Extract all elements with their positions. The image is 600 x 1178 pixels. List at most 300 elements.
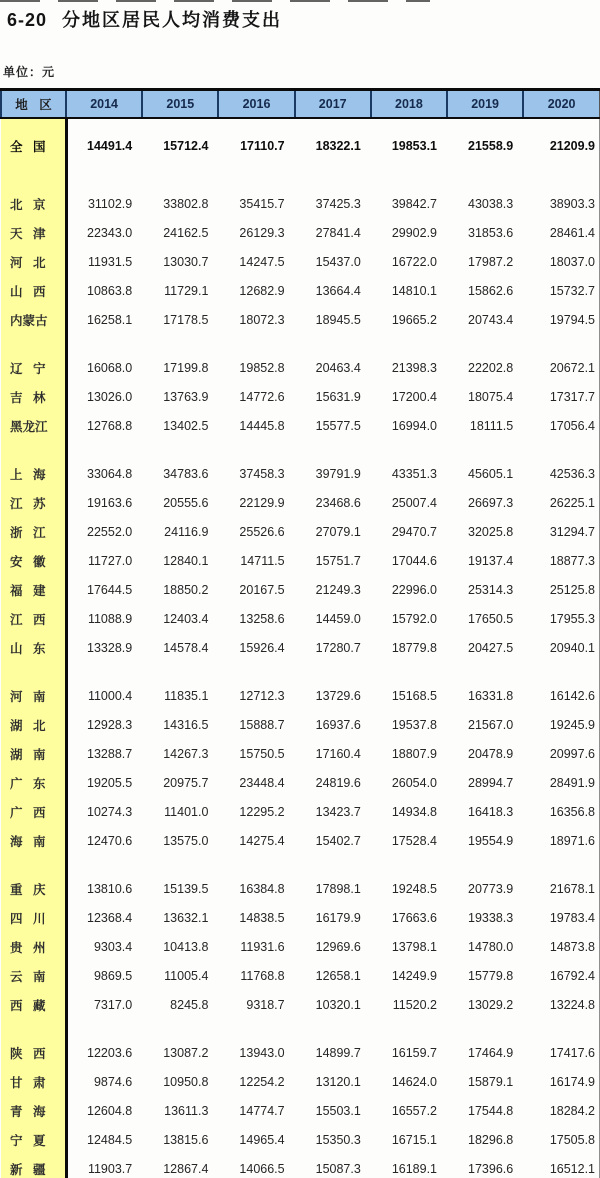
value-cell: 14772.6 xyxy=(239,389,285,404)
table-row xyxy=(1,488,600,517)
value-cell: 13798.1 xyxy=(391,939,438,954)
value-cell: 18322.1 xyxy=(315,138,361,153)
value-cell: 13030.7 xyxy=(163,254,209,269)
table-row xyxy=(1,305,600,334)
region-column-fill xyxy=(1,1019,66,1038)
value-cell: 12969.6 xyxy=(315,939,361,954)
unit-label: 单位：元 xyxy=(3,65,56,79)
group-spacer-row xyxy=(1,855,600,874)
group-spacer-row xyxy=(1,118,600,131)
value-cell: 33802.8 xyxy=(163,196,209,211)
table-row xyxy=(1,1067,600,1096)
table-row xyxy=(1,517,600,546)
table-row xyxy=(1,546,600,575)
value-cell: 21567.0 xyxy=(468,717,514,732)
value-cell: 39842.7 xyxy=(391,196,438,211)
value-cell: 17987.2 xyxy=(468,254,514,269)
value-cell: 12604.8 xyxy=(87,1103,133,1118)
value-cell: 43351.3 xyxy=(391,466,438,481)
value-cell: 20463.4 xyxy=(315,360,361,375)
value-cell: 11520.2 xyxy=(392,997,438,1012)
region-column-fill xyxy=(1,662,66,681)
value-cell: 24162.5 xyxy=(163,225,209,240)
value-cell: 10320.1 xyxy=(315,997,361,1012)
value-cell: 14249.9 xyxy=(391,968,438,983)
value-cell: 12368.4 xyxy=(87,910,133,925)
value-cell: 15888.7 xyxy=(239,717,285,732)
value-cell: 14810.1 xyxy=(391,283,438,298)
value-cell: 9874.6 xyxy=(93,1074,133,1089)
value-cell: 25007.4 xyxy=(391,495,438,510)
value-cell: 13815.6 xyxy=(163,1132,209,1147)
value-cell: 13224.8 xyxy=(523,990,599,1019)
value-cell: 17056.4 xyxy=(523,411,599,440)
region-cell: 重 庆 xyxy=(1,874,66,903)
value-cell: 18971.6 xyxy=(523,826,599,855)
value-cell: 18111.5 xyxy=(469,418,514,433)
value-cell: 17199.8 xyxy=(163,360,209,375)
table-number: 6-20 xyxy=(7,10,48,30)
region-cell: 广 东 xyxy=(1,768,66,797)
year-column-header: 2018 xyxy=(371,90,447,119)
value-cell: 17650.5 xyxy=(468,611,514,626)
value-cell: 11727.0 xyxy=(87,553,133,568)
value-cell: 24819.6 xyxy=(315,775,361,790)
value-cell: 12254.2 xyxy=(239,1074,285,1089)
value-cell: 18037.0 xyxy=(523,247,599,276)
region-cell: 天 津 xyxy=(1,218,66,247)
value-cell: 26225.1 xyxy=(523,488,599,517)
value-cell: 32025.8 xyxy=(468,524,514,539)
region-cell: 山 东 xyxy=(1,633,66,662)
data-table xyxy=(0,88,600,1178)
spacer-cell xyxy=(66,662,600,681)
value-cell: 13258.6 xyxy=(239,611,285,626)
spacer-cell xyxy=(66,334,600,353)
region-cell: 甘 肃 xyxy=(1,1067,66,1096)
region-column-fill xyxy=(1,334,66,353)
value-cell: 20167.5 xyxy=(239,582,285,597)
region-cell: 浙 江 xyxy=(1,517,66,546)
value-cell: 13087.2 xyxy=(163,1045,209,1060)
value-cell: 22996.0 xyxy=(391,582,438,597)
value-cell: 10413.8 xyxy=(163,939,209,954)
value-cell: 11005.4 xyxy=(164,968,209,983)
value-cell: 10274.3 xyxy=(87,804,133,819)
value-cell: 17044.6 xyxy=(391,553,438,568)
spacer-cell xyxy=(66,160,600,189)
table-row xyxy=(1,353,600,382)
value-cell: 20427.5 xyxy=(468,640,514,655)
value-cell: 34783.6 xyxy=(163,466,209,481)
value-cell: 31853.6 xyxy=(468,225,514,240)
table-body xyxy=(1,118,600,1178)
value-cell: 15879.1 xyxy=(468,1074,514,1089)
value-cell: 19852.8 xyxy=(239,360,285,375)
group-spacer-row xyxy=(1,160,600,189)
region-cell: 福 建 xyxy=(1,575,66,604)
value-cell: 20478.9 xyxy=(468,746,514,761)
value-cell: 12928.3 xyxy=(87,717,133,732)
year-column-header: 2020 xyxy=(523,90,599,119)
value-cell: 17178.5 xyxy=(163,312,209,327)
value-cell: 16356.8 xyxy=(523,797,599,826)
region-cell: 江 西 xyxy=(1,604,66,633)
value-cell: 18807.9 xyxy=(391,746,438,761)
region-cell: 全 国 xyxy=(1,131,66,160)
region-cell: 河 北 xyxy=(1,247,66,276)
value-cell: 13423.7 xyxy=(315,804,361,819)
value-cell: 43038.3 xyxy=(468,196,514,211)
value-cell: 8245.8 xyxy=(170,997,209,1012)
value-cell: 13632.1 xyxy=(163,910,209,925)
value-cell: 12712.3 xyxy=(239,688,285,703)
value-cell: 18284.2 xyxy=(523,1096,599,1125)
year-column-header: 2016 xyxy=(218,90,294,119)
table-row xyxy=(1,710,600,739)
value-cell: 15402.7 xyxy=(315,833,361,848)
value-cell: 38903.3 xyxy=(523,189,599,218)
region-column-header: 地 区 xyxy=(1,90,66,119)
value-cell: 16174.9 xyxy=(523,1067,599,1096)
value-cell: 11088.9 xyxy=(87,611,133,626)
value-cell: 14267.3 xyxy=(163,746,209,761)
region-cell: 四 川 xyxy=(1,903,66,932)
table-row xyxy=(1,681,600,710)
value-cell: 14316.5 xyxy=(163,717,209,732)
region-column-fill xyxy=(1,160,66,189)
table-row xyxy=(1,990,600,1019)
value-cell: 22343.0 xyxy=(87,225,133,240)
value-cell: 16258.1 xyxy=(87,312,133,327)
value-cell: 13026.0 xyxy=(87,389,133,404)
value-cell: 13810.6 xyxy=(87,881,133,896)
value-cell: 20555.6 xyxy=(163,495,209,510)
table-row xyxy=(1,932,600,961)
page-title: 分地区居民人均消费支出 xyxy=(62,10,283,30)
value-cell: 14247.5 xyxy=(239,254,285,269)
value-cell: 13029.2 xyxy=(468,997,514,1012)
value-cell: 15792.0 xyxy=(391,611,438,626)
value-cell: 15750.5 xyxy=(239,746,285,761)
page-title-row xyxy=(0,0,600,34)
value-cell: 12768.8 xyxy=(87,418,133,433)
value-cell: 29902.9 xyxy=(391,225,438,240)
value-cell: 16179.9 xyxy=(315,910,361,925)
header-row xyxy=(1,90,600,119)
value-cell: 39791.9 xyxy=(315,466,361,481)
group-spacer-row xyxy=(1,334,600,353)
value-cell: 16722.0 xyxy=(391,254,438,269)
value-cell: 26129.3 xyxy=(239,225,285,240)
value-cell: 42536.3 xyxy=(523,459,599,488)
value-cell: 16331.8 xyxy=(468,688,514,703)
value-cell: 37458.3 xyxy=(239,466,285,481)
value-cell: 15712.4 xyxy=(163,138,209,153)
value-cell: 21209.9 xyxy=(523,131,599,160)
value-cell: 13611.3 xyxy=(164,1103,209,1118)
region-cell: 辽 宁 xyxy=(1,353,66,382)
value-cell: 17898.1 xyxy=(315,881,361,896)
value-cell: 16557.2 xyxy=(391,1103,438,1118)
region-cell: 安 徽 xyxy=(1,546,66,575)
table-row xyxy=(1,1125,600,1154)
value-cell: 13763.9 xyxy=(163,389,209,404)
value-cell: 14624.0 xyxy=(391,1074,438,1089)
table-row xyxy=(1,739,600,768)
value-cell: 19245.9 xyxy=(523,710,599,739)
value-cell: 26054.0 xyxy=(391,775,438,790)
region-cell: 广 西 xyxy=(1,797,66,826)
table-row xyxy=(1,382,600,411)
value-cell: 17544.8 xyxy=(468,1103,514,1118)
value-cell: 19554.9 xyxy=(468,833,514,848)
value-cell: 16068.0 xyxy=(87,360,133,375)
table-row xyxy=(1,131,600,160)
value-cell: 19794.5 xyxy=(523,305,599,334)
value-cell: 25314.3 xyxy=(468,582,514,597)
region-cell: 贵 州 xyxy=(1,932,66,961)
value-cell: 12682.9 xyxy=(239,283,285,298)
value-cell: 19537.8 xyxy=(391,717,438,732)
value-cell: 17280.7 xyxy=(315,640,361,655)
value-cell: 20743.4 xyxy=(468,312,514,327)
region-cell: 西 藏 xyxy=(1,990,66,1019)
value-cell: 21398.3 xyxy=(391,360,438,375)
value-cell: 29470.7 xyxy=(391,524,438,539)
value-cell: 14934.8 xyxy=(391,804,438,819)
value-cell: 17663.6 xyxy=(391,910,438,925)
value-cell: 19137.4 xyxy=(468,553,514,568)
value-cell: 19163.6 xyxy=(87,495,133,510)
value-cell: 15437.0 xyxy=(315,254,361,269)
value-cell: 12867.4 xyxy=(163,1161,209,1176)
value-cell: 12658.1 xyxy=(315,968,361,983)
table-row xyxy=(1,768,600,797)
value-cell: 17464.9 xyxy=(468,1045,514,1060)
table-row xyxy=(1,797,600,826)
region-cell: 黑龙江 xyxy=(1,411,66,440)
table-row xyxy=(1,247,600,276)
value-cell: 20672.1 xyxy=(523,353,599,382)
value-cell: 15577.5 xyxy=(315,418,361,433)
value-cell: 14873.8 xyxy=(523,932,599,961)
value-cell: 13664.4 xyxy=(315,283,361,298)
value-cell: 15631.9 xyxy=(315,389,361,404)
value-cell: 21678.1 xyxy=(523,874,599,903)
value-cell: 14838.5 xyxy=(239,910,285,925)
value-cell: 33064.8 xyxy=(87,466,133,481)
value-cell: 27841.4 xyxy=(315,225,361,240)
table-header xyxy=(1,90,600,119)
value-cell: 28461.4 xyxy=(523,218,599,247)
table-row xyxy=(1,575,600,604)
region-cell: 云 南 xyxy=(1,961,66,990)
region-cell: 山 西 xyxy=(1,276,66,305)
value-cell: 16159.7 xyxy=(391,1045,438,1060)
value-cell: 18779.8 xyxy=(391,640,438,655)
value-cell: 19665.2 xyxy=(391,312,438,327)
table-row xyxy=(1,961,600,990)
value-cell: 12203.6 xyxy=(87,1045,133,1060)
spacer-cell xyxy=(66,118,600,131)
table-row xyxy=(1,604,600,633)
value-cell: 22552.0 xyxy=(87,524,133,539)
region-cell: 新 疆 xyxy=(1,1154,66,1178)
value-cell: 14578.4 xyxy=(163,640,209,655)
value-cell: 25125.8 xyxy=(523,575,599,604)
value-cell: 15168.5 xyxy=(391,688,438,703)
year-column-header: 2015 xyxy=(142,90,218,119)
value-cell: 20975.7 xyxy=(163,775,209,790)
value-cell: 9318.7 xyxy=(246,997,285,1012)
region-cell: 吉 林 xyxy=(1,382,66,411)
region-cell: 北 京 xyxy=(1,189,66,218)
value-cell: 19783.4 xyxy=(523,903,599,932)
value-cell: 15751.7 xyxy=(315,553,361,568)
value-cell: 31294.7 xyxy=(523,517,599,546)
table-row xyxy=(1,189,600,218)
value-cell: 18877.3 xyxy=(523,546,599,575)
value-cell: 17396.6 xyxy=(468,1161,514,1176)
region-column-fill xyxy=(1,118,66,131)
value-cell: 24116.9 xyxy=(164,524,209,539)
value-cell: 9869.5 xyxy=(93,968,133,983)
value-cell: 23468.6 xyxy=(315,495,361,510)
value-cell: 13402.5 xyxy=(163,418,209,433)
value-cell: 17200.4 xyxy=(391,389,438,404)
value-cell: 11835.1 xyxy=(164,688,209,703)
value-cell: 16792.4 xyxy=(523,961,599,990)
table-row xyxy=(1,1096,600,1125)
region-cell: 青 海 xyxy=(1,1096,66,1125)
value-cell: 18296.8 xyxy=(468,1132,514,1147)
value-cell: 12403.4 xyxy=(163,611,209,626)
value-cell: 18850.2 xyxy=(163,582,209,597)
value-cell: 16512.1 xyxy=(523,1154,599,1178)
value-cell: 7317.0 xyxy=(93,997,133,1012)
year-column-header: 2014 xyxy=(66,90,142,119)
value-cell: 35415.7 xyxy=(239,196,285,211)
value-cell: 12840.1 xyxy=(163,553,209,568)
region-column-fill xyxy=(1,440,66,459)
value-cell: 14459.0 xyxy=(315,611,361,626)
value-cell: 16715.1 xyxy=(391,1132,438,1147)
table-row xyxy=(1,903,600,932)
value-cell: 16142.6 xyxy=(523,681,599,710)
value-cell: 14066.5 xyxy=(239,1161,285,1176)
value-cell: 11729.1 xyxy=(164,283,209,298)
year-column-header: 2017 xyxy=(295,90,371,119)
value-cell: 13729.6 xyxy=(315,688,361,703)
value-cell: 19338.3 xyxy=(468,910,514,925)
value-cell: 14965.4 xyxy=(239,1132,285,1147)
value-cell: 11768.8 xyxy=(240,968,285,983)
year-column-header: 2019 xyxy=(447,90,523,119)
value-cell: 15732.7 xyxy=(523,276,599,305)
value-cell: 20773.9 xyxy=(468,881,514,896)
value-cell: 21558.9 xyxy=(468,138,514,153)
value-cell: 13575.0 xyxy=(163,833,209,848)
value-cell: 25526.6 xyxy=(239,524,285,539)
value-cell: 12484.5 xyxy=(87,1132,133,1147)
value-cell: 31102.9 xyxy=(87,196,133,211)
value-cell: 28994.7 xyxy=(468,775,514,790)
table-row xyxy=(1,874,600,903)
value-cell: 17417.6 xyxy=(523,1038,599,1067)
value-cell: 21249.3 xyxy=(315,582,361,597)
value-cell: 14275.4 xyxy=(239,833,285,848)
region-cell: 陕 西 xyxy=(1,1038,66,1067)
value-cell: 10950.8 xyxy=(163,1074,209,1089)
value-cell: 16937.6 xyxy=(315,717,361,732)
value-cell: 15926.4 xyxy=(239,640,285,655)
group-spacer-row xyxy=(1,440,600,459)
value-cell: 15862.6 xyxy=(468,283,514,298)
value-cell: 16418.3 xyxy=(468,804,514,819)
scan-artifact-line xyxy=(0,0,430,2)
region-cell: 湖 北 xyxy=(1,710,66,739)
value-cell: 15087.3 xyxy=(315,1161,361,1176)
value-cell: 15779.8 xyxy=(468,968,514,983)
spacer-cell xyxy=(66,1019,600,1038)
group-spacer-row xyxy=(1,662,600,681)
table-row xyxy=(1,459,600,488)
value-cell: 12295.2 xyxy=(239,804,285,819)
value-cell: 9303.4 xyxy=(93,939,133,954)
value-cell: 16384.8 xyxy=(239,881,285,896)
value-cell: 18075.4 xyxy=(468,389,514,404)
region-cell: 湖 南 xyxy=(1,739,66,768)
region-cell: 内蒙古 xyxy=(1,305,66,334)
value-cell: 16189.1 xyxy=(391,1161,438,1176)
value-cell: 17317.7 xyxy=(523,382,599,411)
value-cell: 11401.0 xyxy=(164,804,209,819)
value-cell: 22129.9 xyxy=(239,495,285,510)
table-row xyxy=(1,826,600,855)
table-row xyxy=(1,218,600,247)
value-cell: 11000.4 xyxy=(87,688,133,703)
value-cell: 18945.5 xyxy=(315,312,361,327)
region-cell: 上 海 xyxy=(1,459,66,488)
value-cell: 45605.1 xyxy=(468,466,514,481)
value-cell: 17110.7 xyxy=(240,138,285,153)
value-cell: 13943.0 xyxy=(239,1045,285,1060)
table-row xyxy=(1,411,600,440)
value-cell: 15503.1 xyxy=(315,1103,361,1118)
value-cell: 13328.9 xyxy=(87,640,133,655)
value-cell: 17528.4 xyxy=(391,833,438,848)
value-cell: 22202.8 xyxy=(468,360,514,375)
value-cell: 15139.5 xyxy=(163,881,209,896)
table-row xyxy=(1,276,600,305)
value-cell: 13288.7 xyxy=(87,746,133,761)
region-column-fill xyxy=(1,855,66,874)
table-row xyxy=(1,633,600,662)
table-row xyxy=(1,1154,600,1178)
value-cell: 27079.1 xyxy=(315,524,361,539)
value-cell: 14780.0 xyxy=(468,939,514,954)
value-cell: 17955.3 xyxy=(523,604,599,633)
value-cell: 15350.3 xyxy=(315,1132,361,1147)
group-spacer-row xyxy=(1,1019,600,1038)
value-cell: 11931.5 xyxy=(87,254,133,269)
region-cell: 海 南 xyxy=(1,826,66,855)
value-cell: 37425.3 xyxy=(315,196,361,211)
region-cell: 江 苏 xyxy=(1,488,66,517)
value-cell: 11931.6 xyxy=(240,939,285,954)
value-cell: 11903.7 xyxy=(87,1161,133,1176)
